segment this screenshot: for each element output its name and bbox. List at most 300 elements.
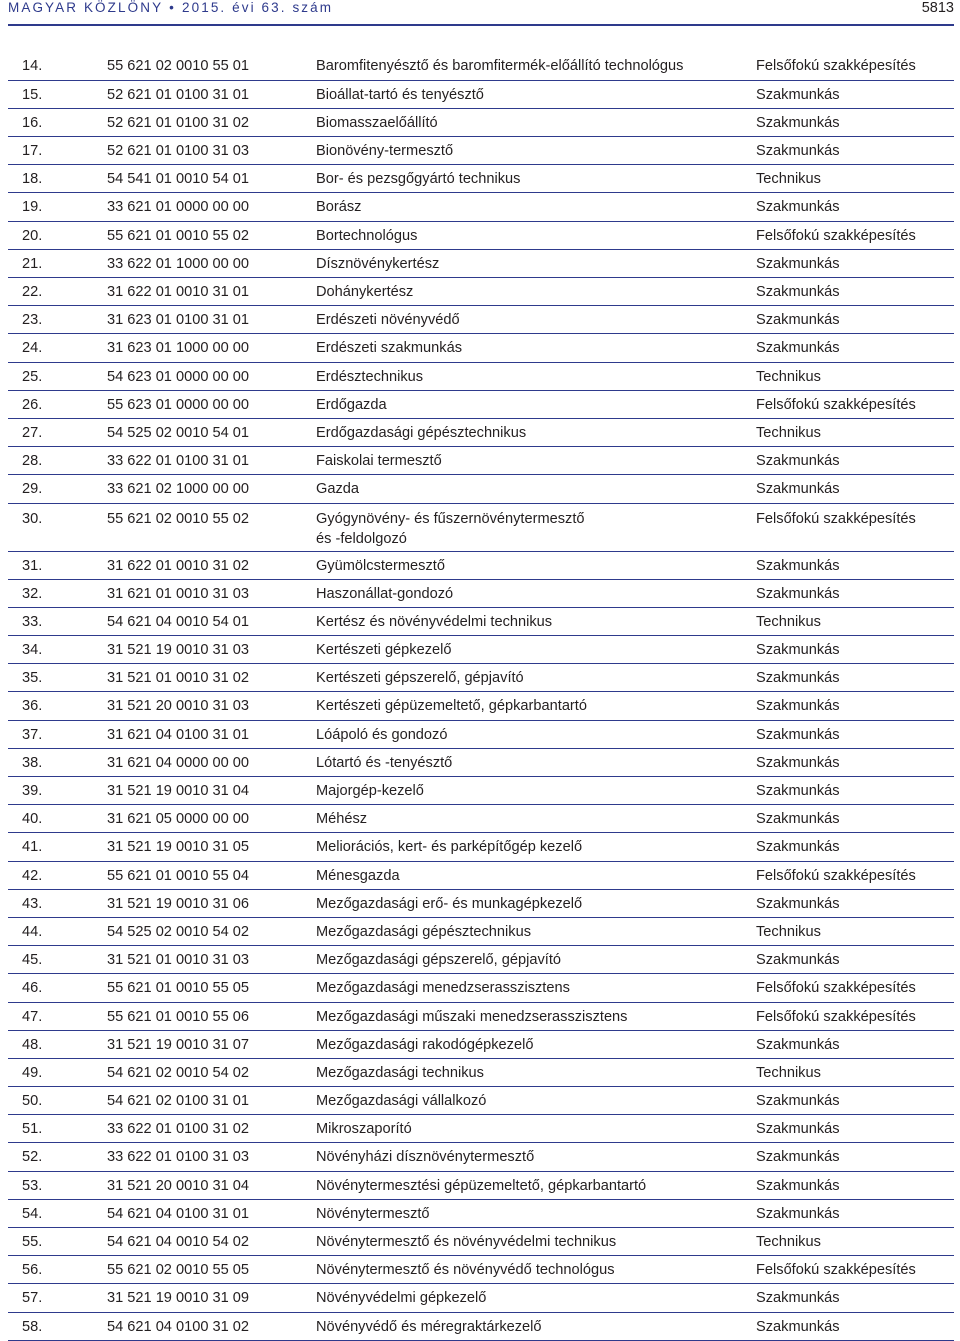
qualification-level: Technikus [756,368,821,385]
qualification-name-cell [316,1002,756,1030]
qualification-level-cell [756,777,954,805]
okj-code: 55 621 02 0010 55 02 [107,510,250,527]
okj-code-cell [107,1058,316,1086]
table-row [8,80,954,108]
okj-code: 31 621 05 0000 00 00 [107,811,250,828]
qualification-name [316,1228,756,1252]
table-row [8,720,954,748]
qualification-level: Szakmunkás [756,1205,840,1222]
qualification-name [316,193,756,217]
okj-code: 31 622 01 0010 31 01 [107,284,250,300]
qualification-name [316,1200,756,1224]
qualification-level: Szakmunkás [756,199,840,216]
qualification-level-cell [756,52,954,80]
row-number: 53. [22,1177,43,1194]
okj-code-cell [107,748,316,776]
row-number: 57. [22,1290,43,1307]
qualification-name [316,862,756,886]
okj-code: 31 621 04 0000 00 00 [107,754,250,771]
table-row [8,917,954,945]
qualification-level-cell [756,861,954,889]
qualification-level: Szakmunkás [756,1036,840,1053]
row-number: 55. [22,1234,43,1250]
row-number-cell [8,447,107,475]
qualification-name-cell [316,974,756,1002]
qualification-name [316,749,756,773]
qualification-name [316,1003,756,1027]
qualification-name [316,222,756,246]
qualification-name [316,165,756,189]
okj-code-cell [107,1143,316,1171]
qualification-name-line: Ménesgazda [316,867,400,884]
row-number: 37. [22,726,43,743]
qualification-level: Szakmunkás [756,481,840,498]
qualification-level: Szakmunkás [756,143,840,160]
qualification-level: Szakmunkás [756,642,840,659]
table-row [8,692,954,720]
okj-code-cell [107,1030,316,1058]
qualification-level: Szakmunkás [756,86,840,103]
table-row [8,1312,954,1340]
qualification-name-line: Borász [316,199,362,216]
okj-code-cell [107,1171,316,1199]
qualification-level-cell [756,108,954,136]
row-number-cell [8,503,107,551]
row-number: 45. [22,952,43,969]
okj-code: 54 621 02 0100 31 01 [107,1093,250,1110]
okj-code: 33 622 01 0100 31 01 [107,453,250,470]
okj-code-cell [107,551,316,579]
qualification-name [316,137,756,161]
okj-code: 31 622 01 0010 31 02 [107,557,250,574]
row-number: 36. [22,698,43,715]
qualification-level: Szakmunkás [756,895,840,912]
qualification-level: Szakmunkás [756,952,840,969]
okj-code: 54 621 04 0010 54 01 [107,613,250,630]
qualification-name-line: Gyógynövény- és fűszernövénytermesztő [316,510,585,527]
separator-dot: • [169,0,176,15]
row-number: 20. [22,227,43,244]
qualification-name-line: Mezőgazdasági technikus [316,1064,484,1081]
qualification-level: Szakmunkás [756,754,840,771]
row-number: 41. [22,839,43,856]
qualification-name-cell [316,889,756,917]
qualification-name-cell [316,390,756,418]
row-number-cell [8,551,107,579]
qualification-name-line: Mezőgazdasági műszaki menedzserasszisztens [316,1008,628,1025]
table-row [8,607,954,635]
okj-code-cell [107,579,316,607]
qualification-name [316,1172,756,1196]
okj-code-cell [107,362,316,390]
qualification-name-line: Erdészeti szakmunkás [316,340,462,357]
qualification-name-line: Dísznövénykertész [316,255,440,272]
okj-code: 31 521 20 0010 31 03 [107,698,250,715]
okj-code: 54 621 04 0010 54 02 [107,1234,250,1250]
qualification-level-cell [756,503,954,551]
qualification-name-cell [316,833,756,861]
table-row [8,278,954,306]
qualification-name [316,636,756,660]
qualification-name-line: Növényvédelmi gépkezelő [316,1290,487,1307]
table-row [8,1002,954,1030]
qualification-level-cell [756,664,954,692]
qualification-name-line: Kertész és növényvédelmi technikus [316,613,553,630]
row-number-cell [8,1284,107,1312]
row-number-cell [8,664,107,692]
okj-code-cell [107,1087,316,1115]
row-number-cell [8,137,107,165]
qualification-name-line: Növényvédő és méregraktárkezelő [316,1318,542,1335]
qualification-name [316,504,756,549]
qualification-name-cell [316,52,756,80]
qualification-name-cell [316,1228,756,1256]
okj-code: 33 622 01 0100 31 02 [107,1121,250,1138]
row-number-cell [8,1002,107,1030]
row-number: 17. [22,143,43,160]
qualification-level: Felsőfokú szakképesítés [756,1008,916,1025]
row-number-cell [8,748,107,776]
row-number-cell [8,165,107,193]
qualification-name-line: Kertészeti gépszerelő, gépjavító [316,670,524,687]
qualification-level: Szakmunkás [756,114,840,131]
row-number-cell [8,861,107,889]
qualification-level: Technikus [756,1064,821,1081]
qualification-name-line: Erdészeti növényvédő [316,312,460,329]
row-number: 56. [22,1262,43,1279]
table-row [8,636,954,664]
qualification-level-cell [756,579,954,607]
qualification-name-line: Növényházi dísznövénytermesztő [316,1149,535,1166]
qualification-name-line: Faiskolai termesztő [316,453,442,470]
okj-code: 52 621 01 0100 31 01 [107,86,250,103]
okj-code-cell [107,447,316,475]
qualification-name [316,1031,756,1055]
qualification-level-cell [756,278,954,306]
qualification-level-cell [756,720,954,748]
qualification-name [316,974,756,998]
qualification-name-line: Mezőgazdasági gépszerelő, gépjavító [316,952,562,969]
qualification-level-cell [756,418,954,446]
row-number: 43. [22,895,43,912]
okj-code: 31 623 01 1000 00 00 [107,340,250,357]
qualification-name [316,391,756,415]
qualification-name-cell [316,748,756,776]
row-number-cell [8,636,107,664]
qualification-level: Technikus [756,1234,821,1250]
qualification-level-cell [756,306,954,334]
table-row [8,748,954,776]
row-number: 34. [22,642,43,659]
qualification-name [316,52,756,76]
row-number-cell [8,249,107,277]
row-number: 58. [22,1318,43,1335]
qualification-level: Felsőfokú szakképesítés [756,396,916,413]
row-number-cell [8,805,107,833]
qualification-name-line: Bionövény-termesztő [316,143,454,160]
okj-code: 55 621 02 0010 55 01 [107,58,250,74]
row-number: 47. [22,1008,43,1025]
qualification-level: Felsőfokú szakképesítés [756,867,916,884]
qualification-level: Felsőfokú szakképesítés [756,510,916,527]
qualification-level-cell [756,1143,954,1171]
table-row [8,1284,954,1312]
qualification-level: Szakmunkás [756,453,840,470]
qualification-level-cell [756,917,954,945]
qualification-level-cell [756,805,954,833]
qualification-level-cell [756,1087,954,1115]
header-rule [8,24,954,26]
qualification-name-cell [316,80,756,108]
qualification-name-cell [316,362,756,390]
qualification-name-cell [316,805,756,833]
qualification-level: Technikus [756,613,821,630]
okj-code-cell [107,503,316,551]
qualification-level: Felsőfokú szakképesítés [756,58,916,74]
qualification-level: Technikus [756,424,821,441]
qualification-name-cell [316,861,756,889]
qualification-name [316,1313,756,1337]
qualification-level: Szakmunkás [756,811,840,828]
okj-code: 54 541 01 0010 54 01 [107,171,250,188]
qualification-name [316,1256,756,1280]
table-row [8,503,954,551]
table-row [8,1228,954,1256]
row-number: 22. [22,284,43,300]
row-number-cell [8,889,107,917]
qualification-name [316,250,756,274]
qualification-name-cell [316,334,756,362]
qualification-name-line: Haszonállat-gondozó [316,585,454,602]
qualification-level: Szakmunkás [756,1121,840,1138]
qualification-name-line: Meliorációs, kert- és parképítőgép kezelő [316,839,583,856]
qualification-name-cell [316,165,756,193]
okj-code-cell [107,193,316,221]
row-number-cell [8,390,107,418]
qualification-level: Szakmunkás [756,1290,840,1307]
okj-code: 55 621 01 0010 55 04 [107,867,250,884]
qualification-name-line: Biomasszaelőállító [316,114,438,131]
okj-code: 55 621 01 0010 55 02 [107,227,250,244]
okj-code-cell [107,1002,316,1030]
okj-code-cell [107,664,316,692]
table-row [8,777,954,805]
qualification-level: Szakmunkás [756,312,840,329]
okj-code: 31 521 01 0010 31 03 [107,952,250,969]
row-number-cell [8,607,107,635]
okj-code-cell [107,165,316,193]
row-number-cell [8,1199,107,1227]
qualification-name-cell [316,1284,756,1312]
okj-code-cell [107,1312,316,1340]
qualification-level-cell [756,1171,954,1199]
qualification-name-cell [316,1030,756,1058]
qualification-level: Technikus [756,171,821,188]
okj-code-cell [107,278,316,306]
okj-code: 31 521 19 0010 31 06 [107,895,250,912]
qualification-name-cell [316,1256,756,1284]
qualification-name-cell [316,664,756,692]
qualification-name-cell [316,1199,756,1227]
qualification-name-line: Baromfitenyésztő és baromfitermék-előállító technológus [316,58,684,74]
row-number: 42. [22,867,43,884]
table-row [8,475,954,503]
qualification-level: Technikus [756,923,821,940]
qualification-name-cell [316,1312,756,1340]
okj-code-cell [107,692,316,720]
okj-code-cell [107,418,316,446]
okj-code-cell [107,805,316,833]
qualification-name-line: Növénytermesztő és növényvédelmi technikus [316,1234,617,1250]
qualification-name-line: Dohánykertész [316,284,414,300]
qualification-level: Szakmunkás [756,557,840,574]
okj-code: 55 621 01 0010 55 06 [107,1008,250,1025]
row-number-cell [8,1058,107,1086]
row-number: 51. [22,1121,43,1138]
qualification-level-cell [756,1256,954,1284]
qualification-level-cell [756,80,954,108]
row-number: 24. [22,340,43,357]
qualification-name [316,1087,756,1111]
issue-label: 2015. évi 63. szám [182,0,334,15]
table-row [8,579,954,607]
qualification-name-line: Mezőgazdasági gépésztechnikus [316,923,531,940]
qualification-level-cell [756,1199,954,1227]
row-number-cell [8,1115,107,1143]
qualification-name [316,1143,756,1167]
okj-code-cell [107,917,316,945]
qualification-name [316,721,756,745]
qualification-level-cell [756,607,954,635]
table-row [8,1143,954,1171]
okj-code-cell [107,833,316,861]
row-number-cell [8,720,107,748]
table-row [8,1058,954,1086]
qualification-name-cell [316,720,756,748]
qualification-level-cell [756,551,954,579]
qualification-name [316,447,756,471]
qualification-level-cell [756,1058,954,1086]
okj-code: 31 621 01 0010 31 03 [107,585,250,602]
qualification-name-cell [316,503,756,551]
row-number-cell [8,221,107,249]
table-row [8,165,954,193]
table-row [8,1256,954,1284]
okj-code-cell [107,1228,316,1256]
okj-code: 31 521 20 0010 31 04 [107,1177,250,1194]
qualification-name-cell [316,1171,756,1199]
okj-code-cell [107,334,316,362]
row-number: 31. [22,557,43,574]
row-number-cell [8,833,107,861]
qualification-name-cell [316,579,756,607]
publication-title: MAGYAR KÖZLÖNY [8,0,164,15]
row-number: 29. [22,481,43,498]
qualification-level-cell [756,165,954,193]
qualification-name-cell [316,108,756,136]
qualification-name-cell [316,946,756,974]
qualification-name-cell [316,306,756,334]
qualification-name-line: Gyümölcstermesztő [316,557,445,574]
row-number-cell [8,692,107,720]
okj-code: 52 621 01 0100 31 02 [107,114,250,131]
qualification-level-cell [756,362,954,390]
table-row [8,1115,954,1143]
qualification-level: Szakmunkás [756,1318,840,1335]
qualification-name [316,890,756,914]
qualification-name-line: Mikroszaporító [316,1121,412,1138]
qualification-name-line: Mezőgazdasági menedzserasszisztens [316,980,570,997]
table-row [8,306,954,334]
row-number-cell [8,334,107,362]
qualification-name [316,334,756,358]
qualification-name-line: Kertészeti gépüzemeltető, gépkarbantartó [316,698,587,715]
okj-code-cell [107,1115,316,1143]
table-row [8,52,954,80]
qualification-name-line: Kertészeti gépkezelő [316,642,452,659]
qualification-level-cell [756,636,954,664]
page-header [0,0,960,30]
qualification-level-cell [756,193,954,221]
okj-code-cell [107,1284,316,1312]
table-row [8,249,954,277]
row-number: 46. [22,980,43,997]
qualification-name-cell [316,636,756,664]
okj-code: 54 525 02 0010 54 01 [107,424,250,441]
table-row [8,334,954,362]
table-row [8,805,954,833]
qualification-level: Felsőfokú szakképesítés [756,980,916,997]
qualification-name-cell [316,418,756,446]
qualification-name [316,692,756,716]
okj-code: 33 622 01 0100 31 03 [107,1149,250,1166]
row-number-cell [8,418,107,446]
table-row [8,193,954,221]
table-row [8,447,954,475]
okj-code-cell [107,974,316,1002]
qualification-name-cell [316,551,756,579]
qualification-level-cell [756,390,954,418]
qualification-name [316,918,756,942]
qualification-name-line: Erdőgazdasági gépésztechnikus [316,424,527,441]
qualification-name-cell [316,221,756,249]
table-row [8,833,954,861]
row-number: 25. [22,368,43,385]
row-number-cell [8,1087,107,1115]
row-number-cell [8,1256,107,1284]
qualification-name-line: Növénytermesztő és növényvédő technológus [316,1262,615,1279]
row-number: 27. [22,424,43,441]
qualification-level-cell [756,1312,954,1340]
okj-code-cell [107,80,316,108]
table-body [8,52,954,1340]
okj-code: 31 521 19 0010 31 09 [107,1290,250,1307]
row-number: 54. [22,1205,43,1222]
row-number: 48. [22,1036,43,1053]
okj-code: 33 621 01 0000 00 00 [107,199,250,216]
okj-code: 54 621 02 0010 54 02 [107,1064,250,1081]
qualification-name-line: Erdőgazda [316,396,387,413]
qualification-level: Szakmunkás [756,340,840,357]
okj-code: 52 621 01 0100 31 03 [107,143,250,160]
row-number-cell [8,777,107,805]
row-number: 50. [22,1093,43,1110]
qualification-name [316,306,756,330]
qualification-level-cell [756,1002,954,1030]
qualification-level-cell [756,889,954,917]
qualification-name-line: Növénytermesztési gépüzemeltető, gépkarbantartó [316,1177,647,1194]
qualification-name-cell [316,917,756,945]
